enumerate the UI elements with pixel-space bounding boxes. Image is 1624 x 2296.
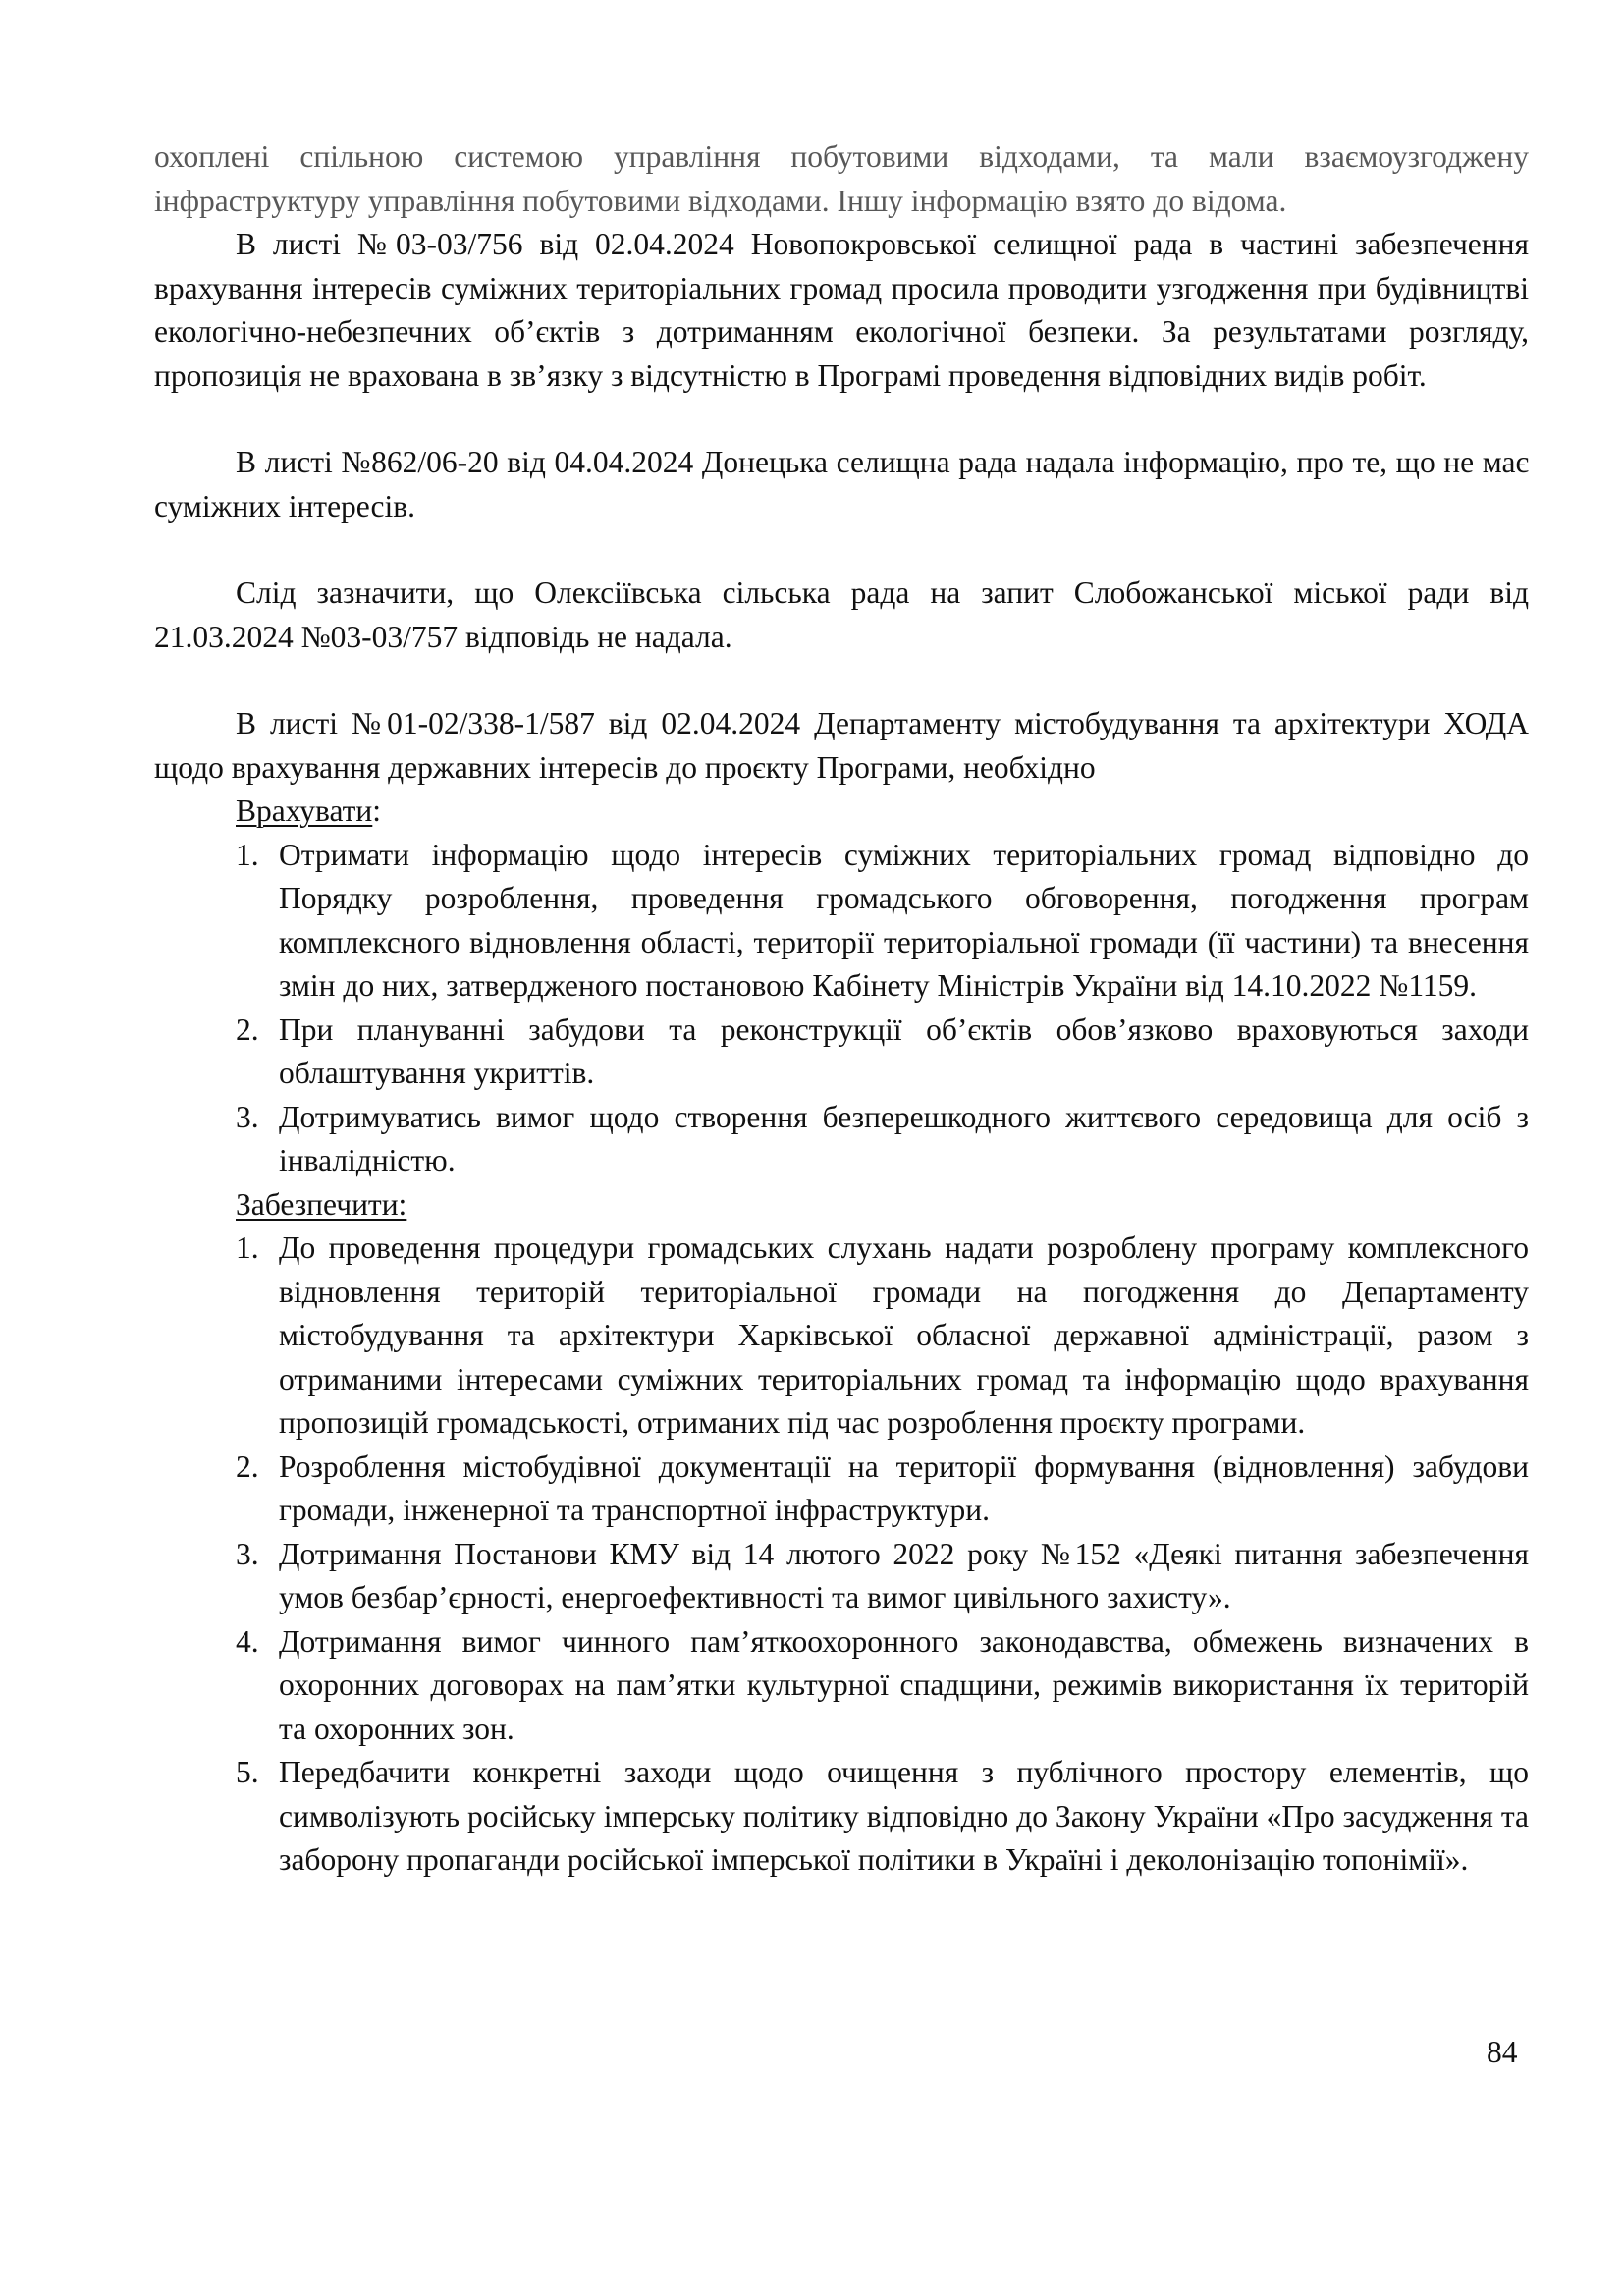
section-label-take-into-account [154, 790, 1529, 834]
list-item-text: Передбачити конкретні заходи щодо очищення з публічного простору елементів, що символізують російську імперську політику відповідно до Закону України «Про засудження та заборону пропаганди російської імперської політики в Україні і деколонізацію топонімії». [279, 1755, 1529, 1877]
paragraph-donetska: В листі №862/06-20 від 04.04.2024 Донецька селищна рада надала інформацію, про те, що не має суміжних інтересів. [154, 445, 1529, 523]
list-item-text: Розроблення містобудівної документації на території формування (відновлення) забудови громади, інженерної та транспортної інфраструктури. [279, 1449, 1529, 1527]
blank-line [154, 398, 1529, 441]
paragraph-novopokrovska: В листі №03-03/756 від 02.04.2024 Новопокровської селищної рада в частині забезпечення врахування інтересів суміжних територіальних громад просила проводити узгодження при будівництві екологічно-небезпечних об’єктів з дотриманням екологічної безпеки. За результатами розгляду, пропозиція не врахована в зв’язку з відсутністю в Програмі проведення відповідних видів робіт. [154, 227, 1529, 393]
list-item-number: 3. [236, 1099, 259, 1134]
ensure-label: Забезпечити: [236, 1186, 407, 1222]
section-label-ensure [154, 1183, 1529, 1228]
list-item-number: 2. [236, 1011, 259, 1047]
list-item-text: До проведення процедури громадських слухань надати розроблену програму комплексного відновлення територій територіальної громади на погодження до Департаменту містобудування та архітектури Харківської обласної державної адміністрації, разом з отриманими інтересами суміжних територіальних громад та інформацію щодо врахування пропозицій громадськості, отриманих під час розроблення проєкту програми. [279, 1230, 1529, 1440]
list-item-number: 4. [236, 1623, 259, 1659]
list-item [154, 1751, 1529, 1883]
take-into-account-label: Врахувати [236, 793, 373, 828]
list-item-number: 1. [236, 1230, 259, 1265]
list-item [154, 1096, 1529, 1183]
list-item-number: 1. [236, 837, 259, 872]
list-item-number: 3. [236, 1536, 259, 1571]
blank-line [154, 659, 1529, 702]
list-item-text: При плануванні забудови та реконструкції об’єктів обов’язково враховуються заходи облаштування укриттів. [279, 1011, 1529, 1090]
paragraph-department-letter: В листі №01-02/338-1/587 від 02.04.2024 Департаменту містобудування та архітектури ХОДА щодо врахування державних інтересів до проєкту Програми, необхідно [154, 706, 1529, 785]
list-item [154, 1009, 1529, 1096]
paragraph-oleksiivska: Слід зазначити, що Олексіївська сільська рада на запит Слобожанської міської ради від 21.03.2024 №03-03/757 відповідь не надала. [154, 575, 1529, 654]
list-item [154, 1446, 1529, 1533]
list-item [154, 1620, 1529, 1752]
take-into-account-list [154, 834, 1529, 1183]
list-item [154, 1227, 1529, 1446]
list-item-text: Отримати інформацію щодо інтересів суміжних територіальних громад відповідно до Порядку розроблення, проведення громадського обговорення, погодження програм комплексного відновлення області, території територіальної громади (її частини) та внесення змін до них, затвердженого постановою Кабінету Міністрів України від 14.10.2022 №1159. [279, 837, 1529, 1003]
list-item-text: Дотримуватись вимог щодо створення безперешкодного життєвого середовища для осіб з інвалідністю. [279, 1099, 1529, 1177]
paragraph-continuation: охоплені спільною системою управління побутовими відходами, та мали взаємоузгоджену інфраструктуру управління побутовими відходами. Іншу інформацію взято до відома. [154, 139, 1529, 218]
label-colon: : [372, 793, 382, 828]
ensure-list [154, 1227, 1529, 1883]
list-item [154, 1533, 1529, 1620]
list-item-number: 5. [236, 1755, 259, 1789]
document-body [154, 136, 1529, 1883]
list-item-text: Дотримання вимог чинного пам’яткоохоронного законодавства, обмежень визначених в охоронних договорах на пам’ятки культурної спадщини, режимів використання їх територій та охоронних зон. [279, 1623, 1529, 1746]
page-number: 84 [1487, 2035, 1518, 2069]
blank-line [154, 528, 1529, 572]
list-item [154, 834, 1529, 1009]
list-item-number: 2. [236, 1449, 259, 1484]
list-item-text: Дотримання Постанови КМУ від 14 лютого 2022 року №152 «Деякі питання забезпечення умов безбар’єрності, енергоефективності та вимог цивільного захисту». [279, 1536, 1529, 1614]
